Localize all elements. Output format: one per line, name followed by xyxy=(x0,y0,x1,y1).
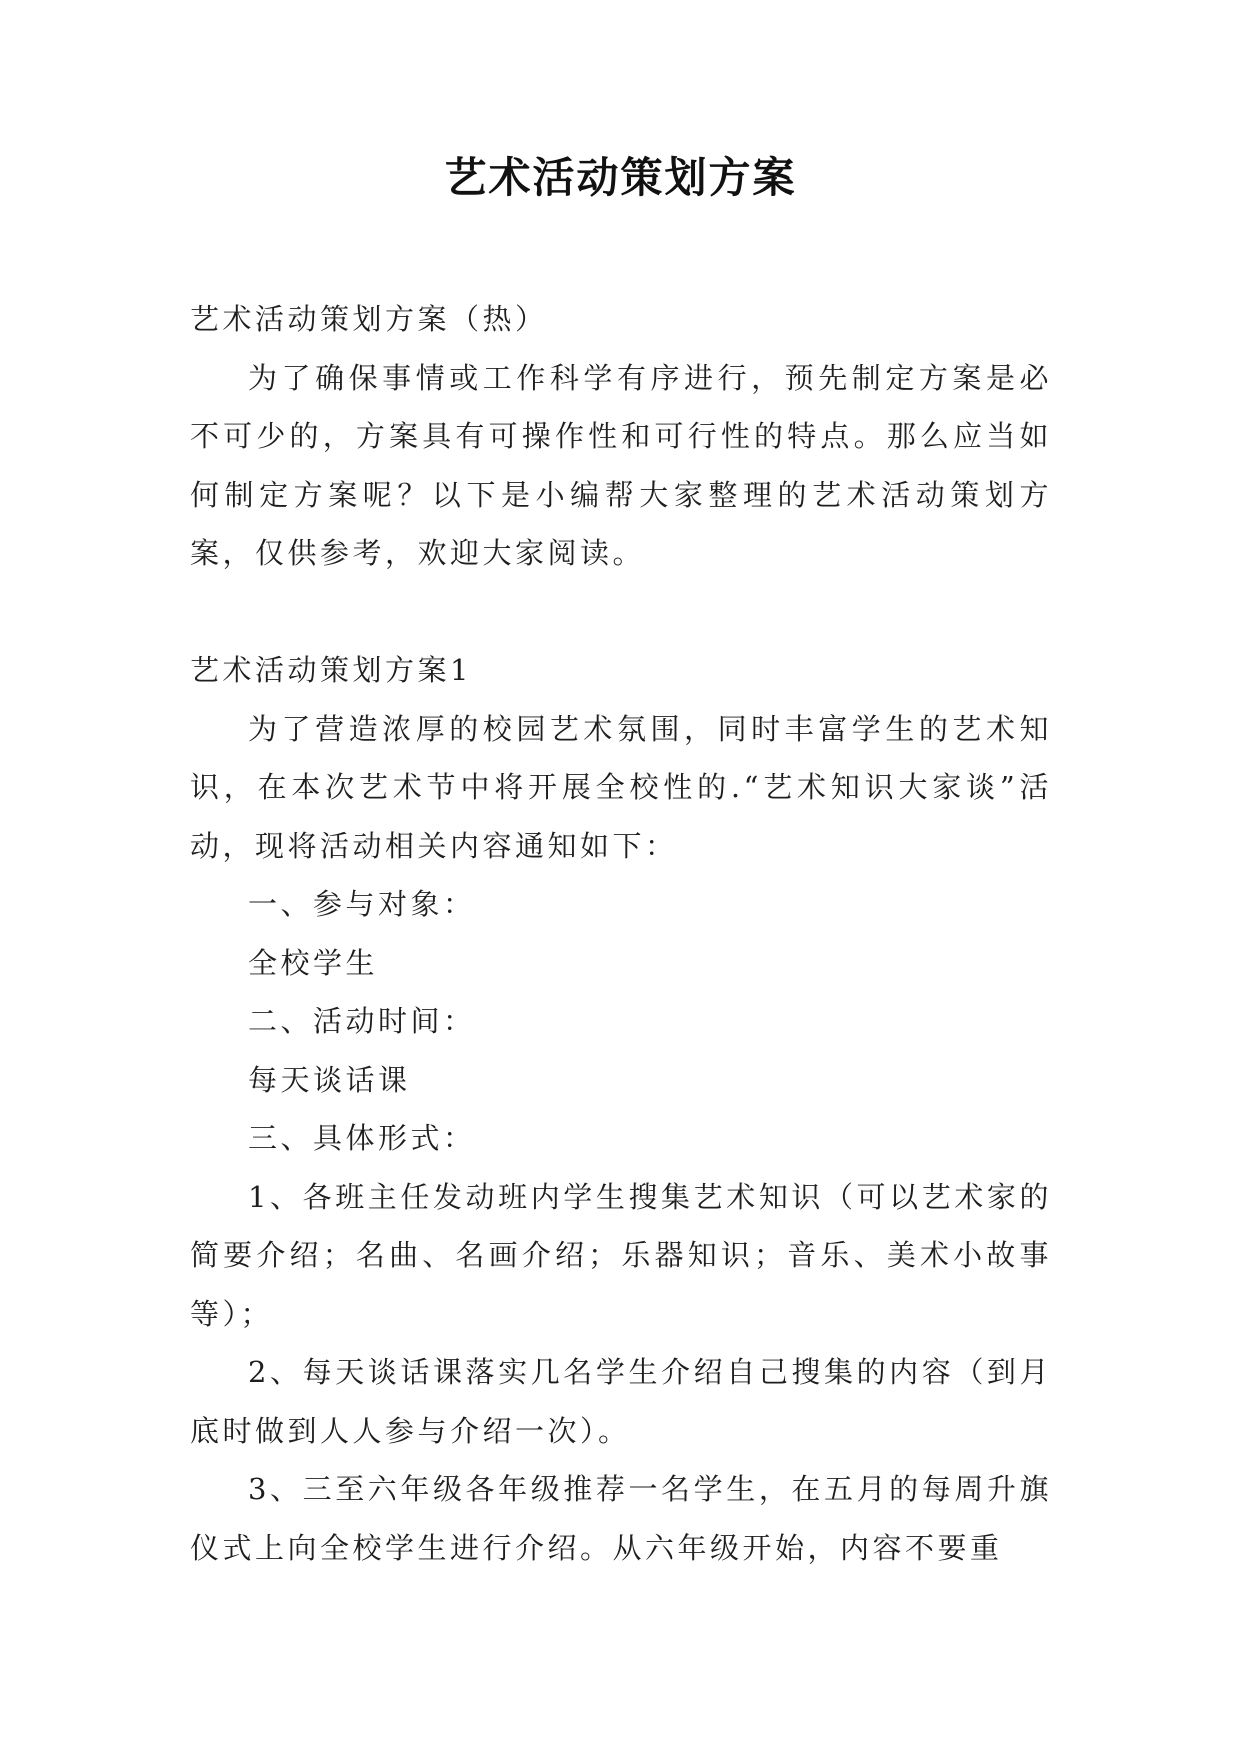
document-body xyxy=(190,290,1052,1577)
body-paragraph-item-2: 2、每天谈话课落实几名学生介绍自己搜集的内容（到月底时做到人人参与介绍一次）。 xyxy=(190,1355,1052,1448)
body-paragraph-item-1: 1、各班主任发动班内学生搜集艺术知识（可以艺术家的简要介绍；名曲、名画介绍；乐器知识；音乐、美术小故事等）； xyxy=(190,1179,1052,1331)
paragraph-spacer xyxy=(190,583,1052,642)
body-paragraph-participants-heading: 一、参与对象： xyxy=(248,887,476,921)
body-paragraph-purpose: 为了营造浓厚的校园艺术氛围，同时丰富学生的艺术知识，在本次艺术节中将开展全校性的.“艺术知识大家谈”活动，现将活动相关内容通知如下： xyxy=(190,711,1052,863)
intro-paragraph: 为了确保事情或工作科学有序进行，预先制定方案是必不可少的，方案具有可操作性和可行性的特点。那么应当如何制定方案呢？以下是小编帮大家整理的艺术活动策划方案，仅供参考，欢迎大家阅读。 xyxy=(190,360,1052,570)
section-heading: 艺术活动策划方案1 xyxy=(190,653,472,687)
body-paragraph-format-heading: 三、具体形式： xyxy=(248,1121,476,1155)
document-title: 艺术活动策划方案 xyxy=(444,153,797,202)
body-paragraph-participants: 全校学生 xyxy=(248,945,379,980)
body-paragraph-time: 每天谈话课 xyxy=(248,1062,411,1097)
body-paragraph-item-3: 3、三至六年级各年级推荐一名学生，在五月的每周升旗仪式上向全校学生进行介绍。从六年级开始，内容不要重 xyxy=(190,1472,1052,1565)
body-paragraph-time-heading: 二、活动时间： xyxy=(248,1004,476,1038)
document-subtitle: 艺术活动策划方案（热） xyxy=(190,302,548,336)
